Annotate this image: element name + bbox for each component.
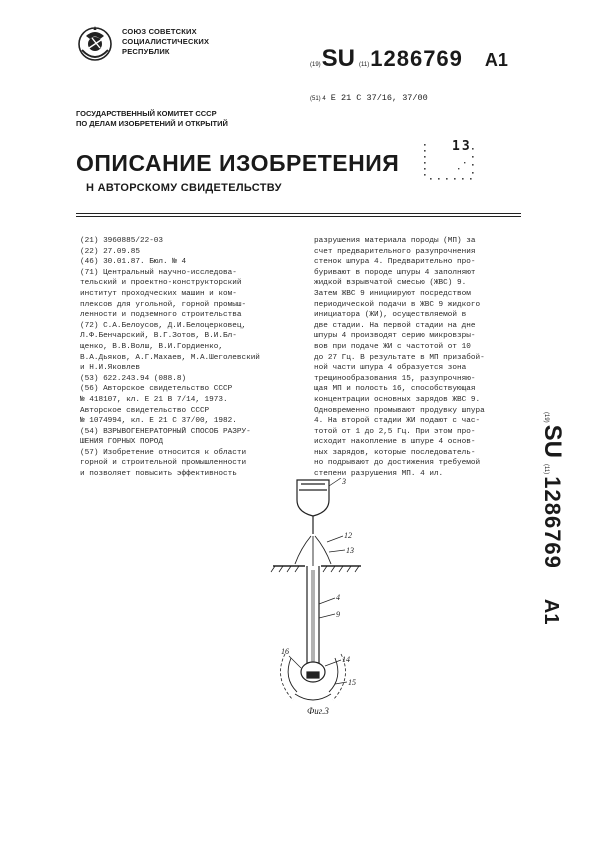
abstract-line: шпуры 4 производят серию микровзры- <box>314 332 476 341</box>
inid-code-11: (11) <box>543 464 549 475</box>
bibliographic-line: и позволяет повысить эффективность <box>80 470 237 479</box>
abstract-line: исходит накопление в шпуре 4 основ- <box>314 438 476 447</box>
bibliographic-line: (46) 30.01.87. Бюл. № 4 <box>80 258 187 267</box>
abstract-line: степени разрушения МП. 4 ил. <box>314 470 444 479</box>
ipc-classification <box>310 93 428 103</box>
abstract-line: жидкой взрывчатой смесью (ЖВС) 9. <box>314 279 467 288</box>
abstract-line: щая МП и полость 16, способствующая <box>314 385 476 394</box>
committee-line: ПО ДЕЛАМ ИЗОБРЕТЕНИЙ И ОТКРЫТИЙ <box>76 119 228 128</box>
inid-code-11: (11) <box>359 62 370 68</box>
figure-label: 16 <box>281 647 289 656</box>
kind-code: A1 <box>540 598 562 625</box>
abstract-line: до 27 Гц. В результате в МП призабой- <box>314 353 485 362</box>
ussr-emblem-icon <box>76 24 114 64</box>
abstract-line: разрушения материала породы (МП) за <box>314 237 476 245</box>
committee-line: ГОСУДАРСТВЕННЫЙ КОМИТЕТ СССР <box>76 109 217 118</box>
bibliographic-line: (72) С.А.Белоусов, Д.И.Белоцерковец, <box>80 321 247 330</box>
figure-label: 12 <box>344 531 352 540</box>
vertical-publication-number <box>538 412 566 624</box>
inid-code-19: (19) <box>310 62 321 68</box>
bibliographic-line: (22) 27.09.85 <box>80 247 140 256</box>
agency-name <box>122 27 209 57</box>
abstract-line: Затем ЖВС 9 инициируют посредством <box>314 289 471 298</box>
figure-drawing <box>265 478 395 718</box>
abstract-column <box>314 236 485 480</box>
bibliographic-line: тельский и проектно-конструкторский <box>80 279 242 288</box>
figure-label: 15 <box>348 678 356 687</box>
abstract-line: две стадии. На первой стадии на дне <box>314 321 476 330</box>
abstract-line: тотой от 1 до 2,5 Гц. При этом про- <box>314 427 476 436</box>
figure-label: 4 <box>336 593 340 602</box>
kind-code: A1 <box>484 50 508 70</box>
library-stamp-number: 13 <box>452 139 472 154</box>
figure-label: 14 <box>342 655 350 664</box>
bibliographic-line: институт проходческих машин и ком- <box>80 289 237 298</box>
inid-code-19: (19) <box>543 412 549 423</box>
bibliographic-line: (54) ВЗРЫВОГЕНЕРАТОРНЫЙ СПОСОБ РАЗРУ- <box>80 427 251 436</box>
abstract-line: ной части шпура 4 образуется зона <box>314 364 467 373</box>
bibliographic-line: Авторское свидетельство СССР <box>80 406 210 415</box>
abstract-line: вов при подаче ЖИ с частотой от 10 <box>314 342 471 351</box>
agency-line: СОЦИАЛИСТИЧЕСКИХ <box>122 37 210 46</box>
bibliographic-line: (57) Изобретение относится к области <box>80 448 247 457</box>
bibliographic-line: (53) 622.243.94 (088.8) <box>80 374 187 383</box>
patent-number: 1286769 <box>370 46 463 71</box>
bibliographic-line: № 1074994, кл. Е 21 С 37/00, 1982. <box>80 417 237 426</box>
bibliographic-line: плексов для угольной, горной промыш- <box>80 300 247 309</box>
abstract-line: ных зарядов, которые последователь- <box>314 448 476 457</box>
figure-label: 13 <box>346 546 354 555</box>
bibliographic-line: (21) 3960885/22-03 <box>80 237 164 245</box>
bibliographic-line: (71) Центральный научно-исследова- <box>80 268 237 277</box>
figure-label: 9 <box>336 610 340 619</box>
patent-number: 1286769 <box>540 476 565 569</box>
bibliographic-line: ШЕНИЯ ГОРНЫХ ПОРОД <box>80 438 164 447</box>
bibliographic-line: горной и строительной промышленности <box>80 459 247 468</box>
bibliographic-line: ленности и подземного строительства <box>80 311 242 320</box>
abstract-line: стенок шпура 4. Предварительно про- <box>314 258 476 267</box>
bibliographic-column <box>80 236 260 480</box>
publication-number <box>310 45 508 73</box>
country-code: SU <box>539 424 566 459</box>
figure-label: 3 <box>342 478 346 486</box>
ipc-value: E 21 C 37/16, 37/00 <box>330 93 428 103</box>
abstract-line: 4. На второй стадии ЖИ подают с час- <box>314 417 481 426</box>
document-subtitle: Н АВТОРСКОМУ СВИДЕТЕЛЬСТВУ <box>86 182 282 194</box>
bibliographic-line: В.А.Дьяков, А.Г.Махаев, М.А.Шеголевский <box>80 353 260 362</box>
agency-line: СОЮЗ СОВЕТСКИХ <box>122 27 197 36</box>
inid-code-51: (51) 4 <box>310 96 326 102</box>
bibliographic-line: щенко, В.В.Волш, В.И.Гордиенко, <box>80 342 224 351</box>
abstract-line: Одновременно промывают продувку шпура <box>314 406 485 415</box>
document-title: ОПИСАНИЕ ИЗОБРЕТЕНИЯ <box>76 150 400 176</box>
abstract-line: трещинообразования 15, разупрочняю- <box>314 374 476 383</box>
committee-name <box>76 109 228 129</box>
bibliographic-line: Л.Ф.Бенчарский, В.Г.Зотов, В.И.Бл- <box>80 332 237 341</box>
figure-caption: Фиг.3 <box>307 706 329 716</box>
agency-line: РЕСПУБЛИК <box>122 47 170 56</box>
bibliographic-line: и Н.И.Яковлев <box>80 364 140 373</box>
divider <box>76 216 521 217</box>
abstract-line: счет предварительного разупрочнения <box>314 247 476 256</box>
abstract-line: инициатора (ЖИ), осуществляемой в <box>314 311 467 320</box>
bibliographic-line: (56) Авторское свидетельство СССР <box>80 385 233 394</box>
abstract-line: но подрывают до достижения требуемой <box>314 459 481 468</box>
bibliographic-line: № 418107, кл. Е 21 В 7/14, 1973. <box>80 395 228 404</box>
abstract-line: концентрации основных зарядов ЖВС 9. <box>314 395 481 404</box>
abstract-line: периодической подачи в ЖВС 9 жидкого <box>314 300 481 309</box>
country-code: SU <box>321 45 356 72</box>
divider <box>76 213 521 214</box>
abstract-line: буривают в породе шпуры 4 заполняют <box>314 268 476 277</box>
